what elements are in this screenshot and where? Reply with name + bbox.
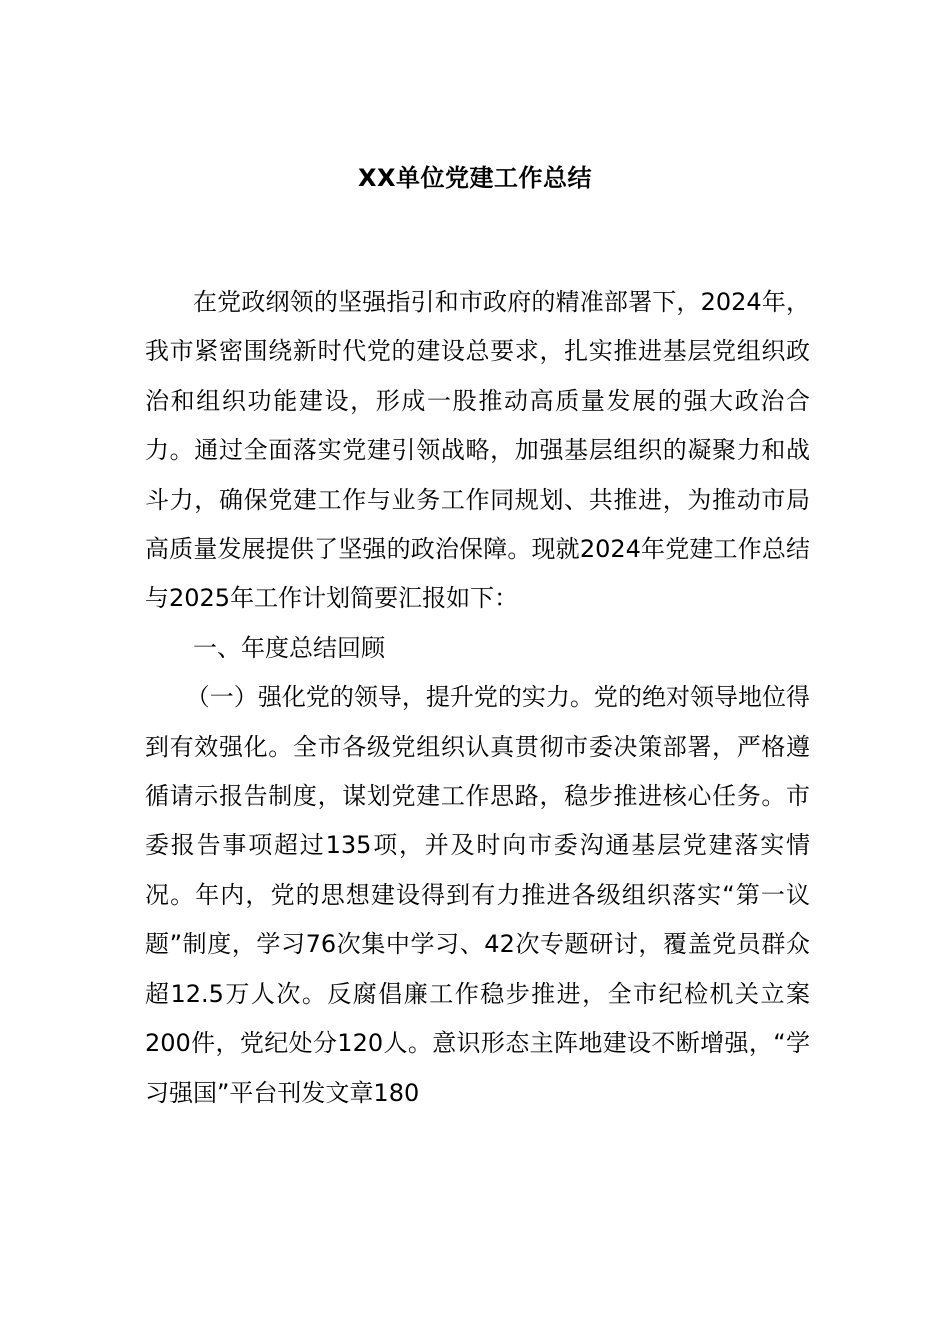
subsection-paragraph: （一）强化党的领导，提升党的实力。党的绝对领导地位得到有效强化。全市各级党组织认真贯彻市委决策部署，严格遵循请示报告制度，谋划党建工作思路，稳步推进核心任务。市委报告事项超过135项，并及时向市委沟通基层党建落实情况。年内，党的思想建设得到有力推进各级组织落实“第一议题”制度，学习76次集中学习、42次专题研讨，覆盖党员群众超12.5万人次。反腐倡廉工作稳步推进，全市纪检机关立案200件，党纪处分120人。意识形态主阵地建设不断增强，“学习强国”平台刊发文章180 xyxy=(145,683,810,1107)
document-title: XX单位党建工作总结 xyxy=(357,164,592,192)
intro-paragraph: 在党政纲领的坚强指引和市政府的精准部署下，2024年，我市紧密围绕新时代党的建设总要求，扎实推进基层党组织政治和组织功能建设，形成一股推动高质量发展的强大政治合力。通过全面落实党建引领战略，加强基层组织的凝聚力和战斗力，确保党建工作与业务工作同规划、共推进，为推动市局高质量发展提供了坚强的政治保障。现就2024年党建工作总结与2025年工作计划简要汇报如下： xyxy=(145,288,810,613)
section-heading: 一、年度总结回顾 xyxy=(193,633,385,662)
document-body xyxy=(145,278,810,1118)
